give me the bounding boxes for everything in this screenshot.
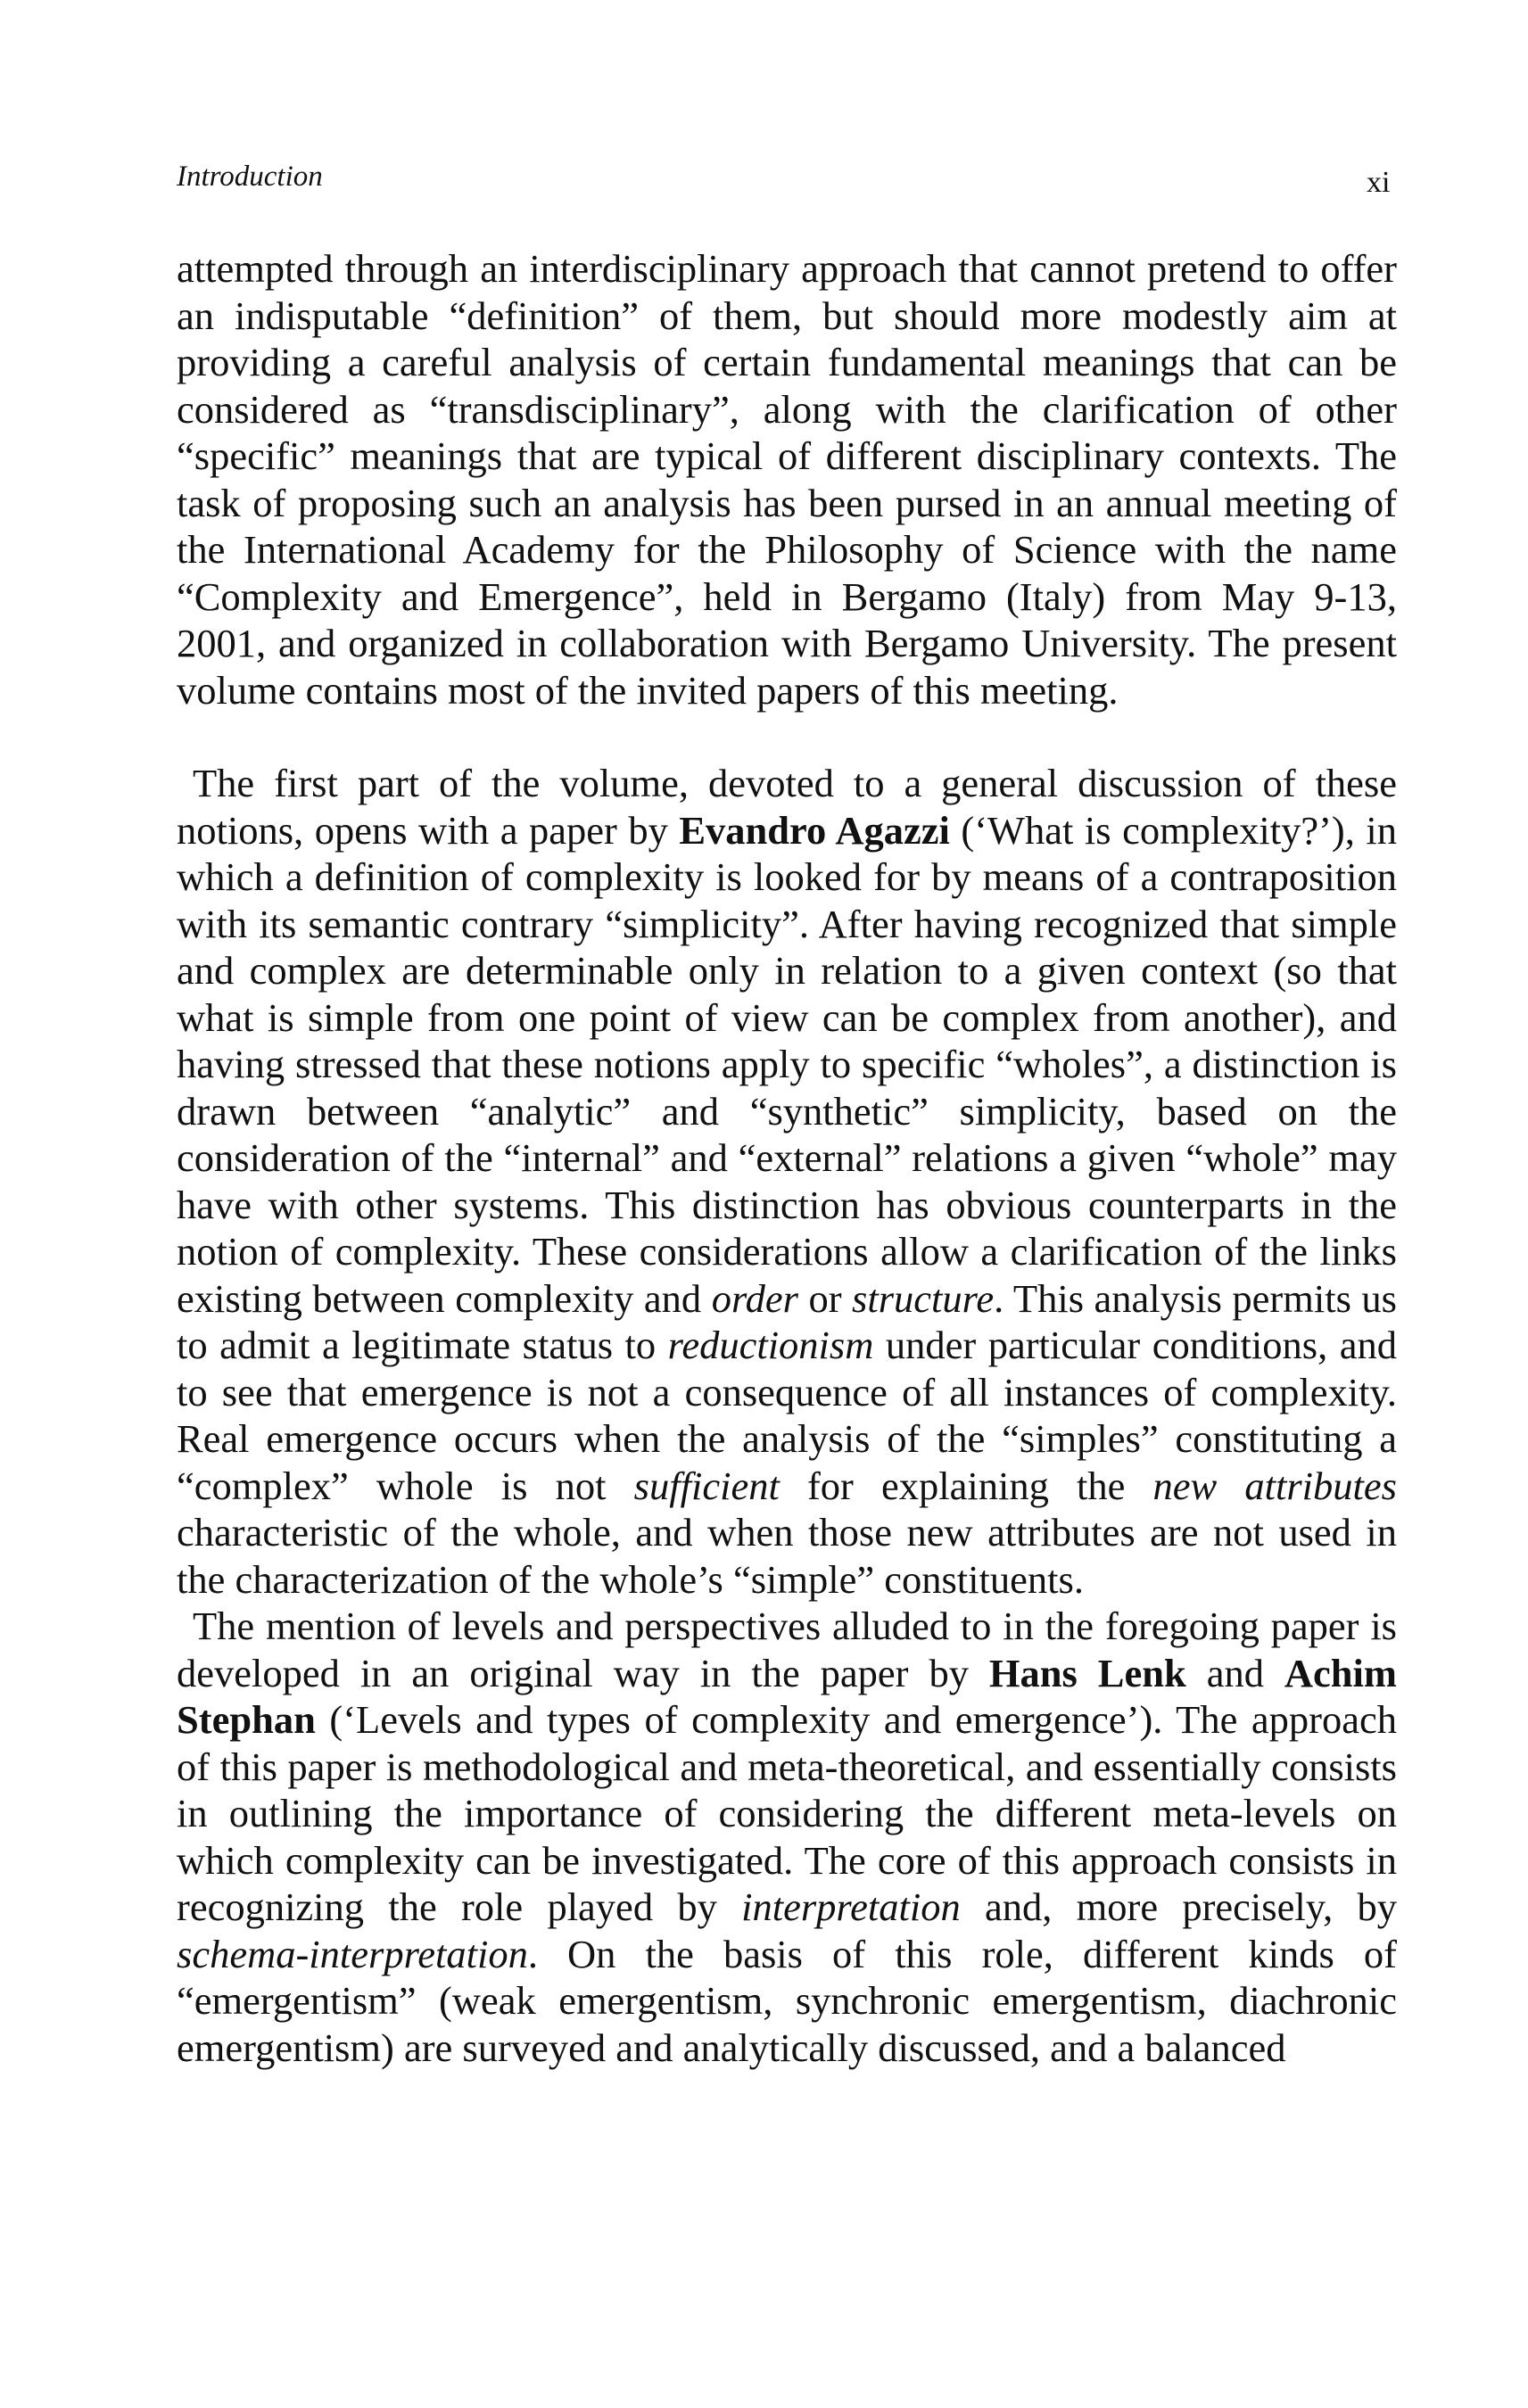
paragraph-2-text-7: characteristic of the whole, and when those new attributes are not used in the characterization of the whole’s “simple” constituents.: [177, 1510, 1397, 1602]
paragraph-2-text-4: . This analysis permits us to admit a legitimate status to: [177, 1275, 1397, 1367]
emphasis-interpretation: interpretation: [741, 1884, 961, 1929]
paragraph-3-text-1: The mention of levels and perspectives alluded to in the foregoing paper is developed in an original way in the paper by: [177, 1604, 1397, 1695]
paragraph-2-text-6: for explaining the: [779, 1463, 1153, 1508]
paragraph-2-text-2: (‘What is complexity?’), in which a definition of complexity is looked for by means of a contraposition with its semantic contrary “simplicity”. After having recognized that simple and complex are determinable only in relation to a given context (so that what is simple from one point of view can be complex from another), and having stressed that these notions apply to specific “wholes”, a distinction is drawn between “analytic” and “synthetic” simplicity, based on the consideration of the “internal” and “external” relations a given “whole” may have with other systems. This distinction has obvious counterparts in the notion of complexity. These considerations allow a clarification of the links existing between complexity and: [177, 807, 1397, 1321]
emphasis-reductionism: reductionism: [667, 1323, 874, 1367]
body-text: [177, 245, 1397, 2071]
paragraph-2-text-1: The first part of the volume, devoted to a general discussion of these notions, opens with a paper by: [177, 761, 1397, 853]
author-name: Evandro Agazzi: [679, 807, 950, 853]
author-name: Achim Stephan: [177, 1650, 1397, 1742]
author-name: Hans Lenk: [988, 1650, 1186, 1695]
paragraph-1: attempted through an interdisciplinary approach that cannot pretend to offer an indisputable “definition” of them, but should more modestly aim at providing a careful analysis of certain fundamental meanings that can be considered as “transdisciplinary”, along with the clarification of other “specific” meanings that are typical of different disciplinary contexts. The task of proposing such an analysis has been pursed in an annual meeting of the International Academy for the Philosophy of Science with the name “Complexity and Emergence”, held in Bergamo (Italy) from May 9-13, 2001, and organized in collaboration with Bergamo University. The present volume contains most of the invited papers of this meeting.: [177, 246, 1397, 713]
paragraph-3-text-3: (‘Levels and types of complexity and emergence’). The approach of this paper is methodological and meta-theoretical, and essentially consists in outlining the importance of considering the different meta-levels on which complexity can be investigated. The core of this approach consists in recognizing the role played by: [177, 1697, 1397, 1929]
paragraph-2-text-5: under particular conditions, and to see that emergence is not a consequence of all instances of complexity. Real emergence occurs when the analysis of the “simples” constituting a “complex” whole is not: [177, 1323, 1397, 1508]
paragraph-3-text-2: and: [1185, 1650, 1284, 1695]
page-number: xi: [1367, 166, 1391, 199]
emphasis-schema-interpretation: schema-interpretation: [177, 1931, 528, 1976]
emphasis-order: order: [711, 1275, 798, 1321]
paragraph-3-text-4: and, more precisely, by: [960, 1884, 1397, 1929]
emphasis-new-attributes: new attributes: [1152, 1463, 1397, 1508]
paragraph-3: [177, 1603, 1397, 2071]
running-head: Introduction: [177, 161, 323, 193]
paragraph-2-text-3: or: [797, 1275, 853, 1321]
paragraph-3-text-5: . On the basis of this role, different kinds of “emergentism” (weak emergentism, synchronic emergentism, diachronic emergentism) are surveyed and analytically discussed, and a balanced: [177, 1931, 1397, 2070]
emphasis-structure: structure: [852, 1275, 995, 1321]
emphasis-sufficient: sufficient: [633, 1463, 780, 1508]
paragraph-2: [177, 760, 1397, 1603]
